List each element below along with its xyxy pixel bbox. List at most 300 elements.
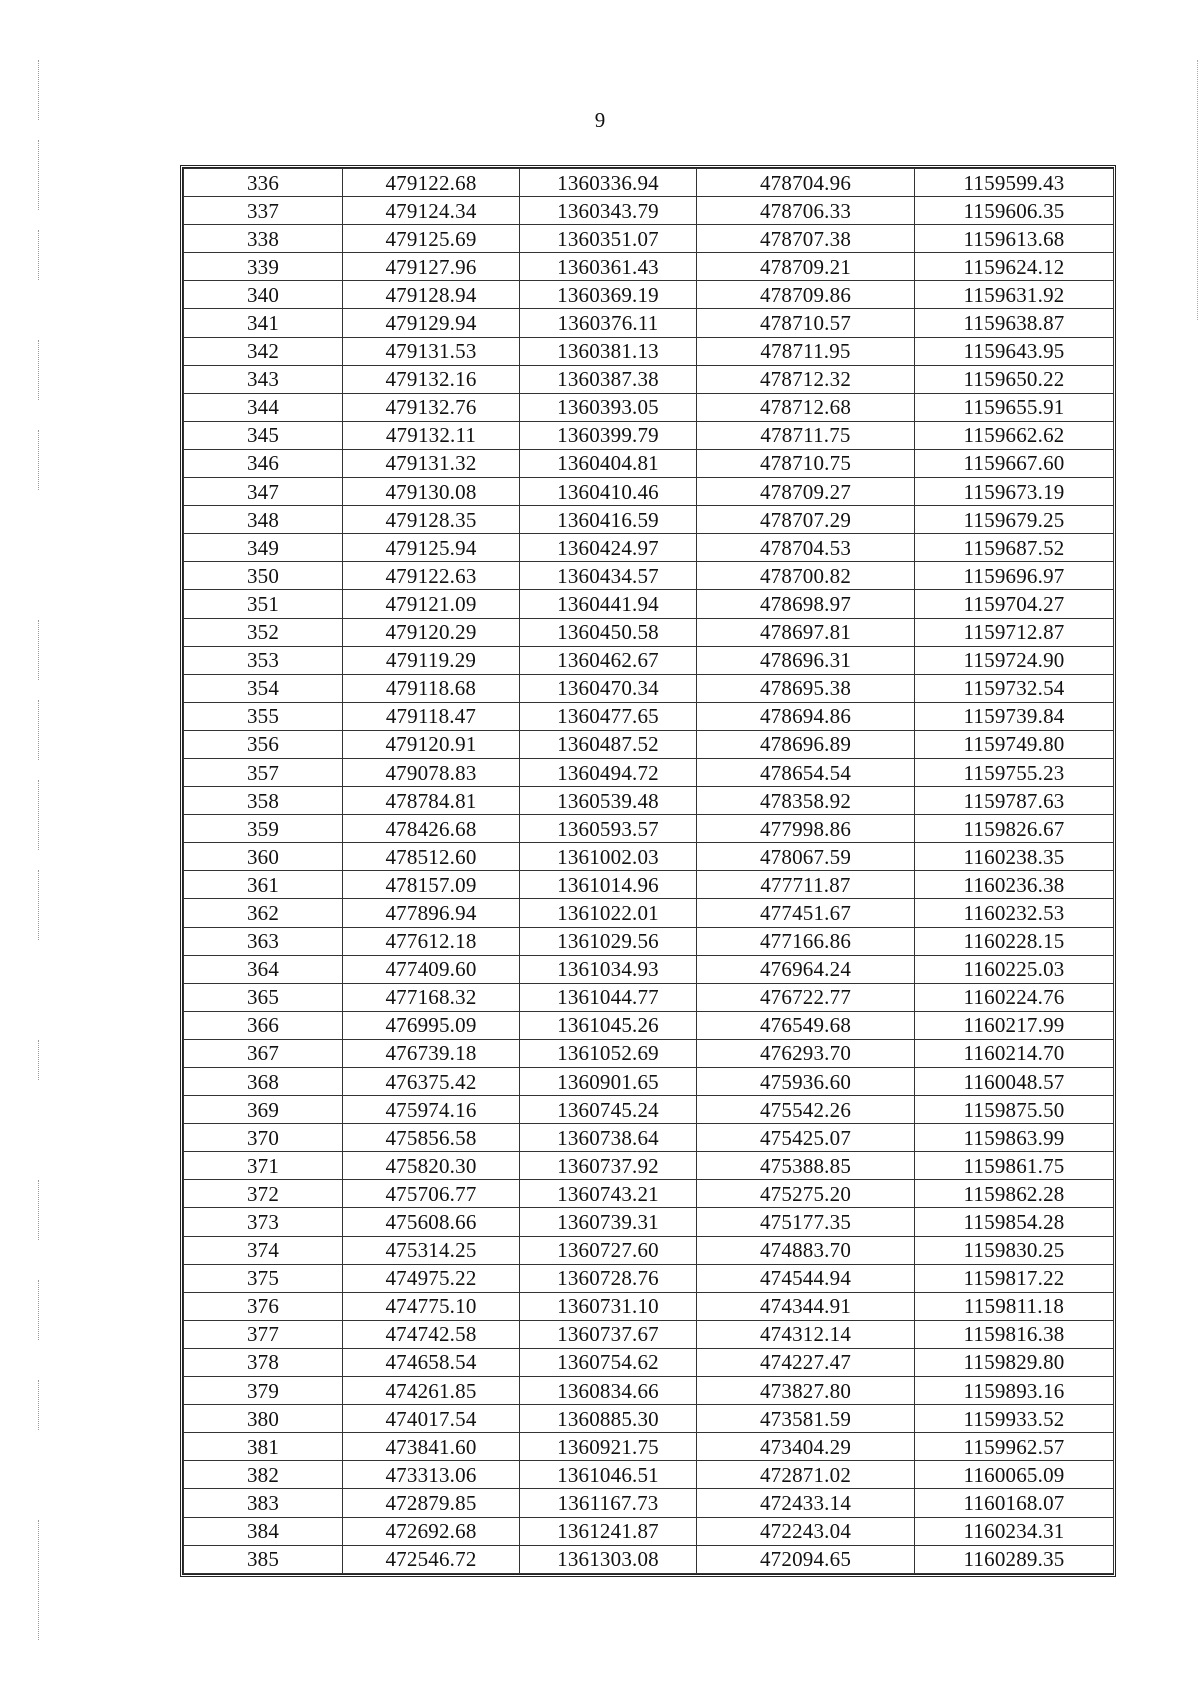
coordinate-x1-cell: 479118.68 (343, 674, 520, 702)
coordinate-x1-cell: 475706.77 (343, 1180, 520, 1208)
coordinate-y1-cell: 1360743.21 (520, 1180, 697, 1208)
table-row (184, 1096, 1114, 1124)
coordinate-x1-cell: 479125.69 (343, 225, 520, 253)
page-number: 9 (594, 108, 606, 132)
table-row (184, 702, 1114, 730)
coordinate-y2-cell: 1159739.84 (915, 702, 1114, 730)
coordinate-y2-cell: 1159933.52 (915, 1405, 1114, 1433)
coordinate-x1-cell: 479128.94 (343, 281, 520, 309)
point-number-cell: 377 (184, 1320, 343, 1348)
coordinate-x1-cell: 479132.16 (343, 365, 520, 393)
coordinate-y1-cell: 1360387.38 (520, 365, 697, 393)
coordinate-x2-cell: 476549.68 (697, 1011, 915, 1039)
coordinate-y1-cell: 1361241.87 (520, 1517, 697, 1545)
coordinate-x1-cell: 479121.09 (343, 590, 520, 618)
coordinate-y1-cell: 1360737.92 (520, 1152, 697, 1180)
coordinate-x1-cell: 479122.63 (343, 562, 520, 590)
table-row (184, 1545, 1114, 1573)
coordinate-x1-cell: 478512.60 (343, 843, 520, 871)
table-row (184, 1489, 1114, 1517)
coordinate-y1-cell: 1361034.93 (520, 955, 697, 983)
point-number-cell: 371 (184, 1152, 343, 1180)
coordinate-y1-cell: 1360901.65 (520, 1068, 697, 1096)
table-row (184, 1517, 1114, 1545)
coordinate-y1-cell: 1360745.24 (520, 1096, 697, 1124)
table-row (184, 871, 1114, 899)
point-number-cell: 349 (184, 534, 343, 562)
coordinate-x1-cell: 475856.58 (343, 1124, 520, 1152)
coordinate-y1-cell: 1360593.57 (520, 815, 697, 843)
coordinate-y1-cell: 1360393.05 (520, 393, 697, 421)
point-number-cell: 361 (184, 871, 343, 899)
point-number-cell: 344 (184, 393, 343, 421)
table-row (184, 983, 1114, 1011)
table-row (184, 225, 1114, 253)
coordinate-x2-cell: 478712.32 (697, 365, 915, 393)
coordinate-x2-cell: 478707.29 (697, 506, 915, 534)
scan-edge-mark-right (1197, 60, 1198, 320)
coordinate-x1-cell: 475820.30 (343, 1152, 520, 1180)
coordinate-y1-cell: 1360731.10 (520, 1292, 697, 1320)
point-number-cell: 358 (184, 787, 343, 815)
coordinate-x2-cell: 474312.14 (697, 1320, 915, 1348)
table-row (184, 197, 1114, 225)
coordinate-x2-cell: 478709.21 (697, 253, 915, 281)
coordinate-x2-cell: 477998.86 (697, 815, 915, 843)
coordinate-x2-cell: 478654.54 (697, 758, 915, 786)
coordinate-x2-cell: 478704.96 (697, 169, 915, 197)
coordinate-y1-cell: 1360738.64 (520, 1124, 697, 1152)
point-number-cell: 384 (184, 1517, 343, 1545)
coordinate-x2-cell: 477451.67 (697, 899, 915, 927)
coordinate-y1-cell: 1361303.08 (520, 1545, 697, 1573)
coordinate-y2-cell: 1159667.60 (915, 449, 1114, 477)
coordinate-y1-cell: 1360434.57 (520, 562, 697, 590)
coordinate-y2-cell: 1159862.28 (915, 1180, 1114, 1208)
coordinate-x2-cell: 476964.24 (697, 955, 915, 983)
point-number-cell: 348 (184, 506, 343, 534)
coordinate-y1-cell: 1361046.51 (520, 1461, 697, 1489)
table-row (184, 955, 1114, 983)
coordinate-y1-cell: 1360727.60 (520, 1236, 697, 1264)
table-row (184, 843, 1114, 871)
coordinate-y2-cell: 1160289.35 (915, 1545, 1114, 1573)
coordinate-y1-cell: 1360494.72 (520, 758, 697, 786)
coordinate-x1-cell: 474975.22 (343, 1264, 520, 1292)
point-number-cell: 339 (184, 253, 343, 281)
table-row (184, 1433, 1114, 1461)
coordinate-y1-cell: 1360351.07 (520, 225, 697, 253)
point-number-cell: 336 (184, 169, 343, 197)
coordinate-y1-cell: 1360487.52 (520, 730, 697, 758)
coordinate-x1-cell: 474261.85 (343, 1377, 520, 1405)
coordinate-x1-cell: 476995.09 (343, 1011, 520, 1039)
point-number-cell: 338 (184, 225, 343, 253)
coordinate-y2-cell: 1159712.87 (915, 618, 1114, 646)
coordinate-x1-cell: 474658.54 (343, 1348, 520, 1376)
coordinate-y1-cell: 1360834.66 (520, 1377, 697, 1405)
coordinate-y1-cell: 1361167.73 (520, 1489, 697, 1517)
coordinate-y1-cell: 1360885.30 (520, 1405, 697, 1433)
coordinate-y2-cell: 1159687.52 (915, 534, 1114, 562)
coordinate-y1-cell: 1360728.76 (520, 1264, 697, 1292)
point-number-cell: 368 (184, 1068, 343, 1096)
point-number-cell: 363 (184, 927, 343, 955)
coordinate-x2-cell: 478706.33 (697, 197, 915, 225)
table-row (184, 899, 1114, 927)
coordinate-x2-cell: 477711.87 (697, 871, 915, 899)
coordinate-y2-cell: 1159830.25 (915, 1236, 1114, 1264)
coordinate-x2-cell: 478709.27 (697, 478, 915, 506)
coordinate-x2-cell: 476722.77 (697, 983, 915, 1011)
coordinate-x1-cell: 473841.60 (343, 1433, 520, 1461)
coordinate-y1-cell: 1361029.56 (520, 927, 697, 955)
table-row (184, 1320, 1114, 1348)
table-body (184, 169, 1114, 1574)
point-number-cell: 365 (184, 983, 343, 1011)
coordinate-x2-cell: 477166.86 (697, 927, 915, 955)
coordinate-x2-cell: 473404.29 (697, 1433, 915, 1461)
coordinate-y2-cell: 1159811.18 (915, 1292, 1114, 1320)
coordinate-y1-cell: 1360343.79 (520, 197, 697, 225)
point-number-cell: 380 (184, 1405, 343, 1433)
coordinate-x1-cell: 479118.47 (343, 702, 520, 730)
coordinate-x1-cell: 477896.94 (343, 899, 520, 927)
coordinate-x1-cell: 477409.60 (343, 955, 520, 983)
coordinate-x1-cell: 479120.91 (343, 730, 520, 758)
coordinate-y1-cell: 1360539.48 (520, 787, 697, 815)
coordinate-y1-cell: 1360754.62 (520, 1348, 697, 1376)
point-number-cell: 360 (184, 843, 343, 871)
table-row (184, 927, 1114, 955)
coordinate-y2-cell: 1159854.28 (915, 1208, 1114, 1236)
table-row (184, 1264, 1114, 1292)
table-row (184, 730, 1114, 758)
coordinate-x2-cell: 475936.60 (697, 1068, 915, 1096)
table-row (184, 1152, 1114, 1180)
coordinate-x2-cell: 474544.94 (697, 1264, 915, 1292)
coordinate-x2-cell: 476293.70 (697, 1039, 915, 1067)
point-number-cell: 367 (184, 1039, 343, 1067)
point-number-cell: 370 (184, 1124, 343, 1152)
coordinate-x2-cell: 472243.04 (697, 1517, 915, 1545)
point-number-cell: 359 (184, 815, 343, 843)
table-row (184, 169, 1114, 197)
coordinate-x1-cell: 476375.42 (343, 1068, 520, 1096)
table-row (184, 646, 1114, 674)
coordinate-y1-cell: 1360399.79 (520, 421, 697, 449)
table-row (184, 1208, 1114, 1236)
coordinate-x2-cell: 478697.81 (697, 618, 915, 646)
coordinate-y2-cell: 1160238.35 (915, 843, 1114, 871)
coordinate-x2-cell: 472433.14 (697, 1489, 915, 1517)
coordinate-y2-cell: 1159624.12 (915, 253, 1114, 281)
coordinate-x1-cell: 478784.81 (343, 787, 520, 815)
coordinate-table (183, 168, 1114, 1574)
table-row (184, 337, 1114, 365)
table-row (184, 253, 1114, 281)
coordinate-y1-cell: 1360462.67 (520, 646, 697, 674)
coordinate-x2-cell: 478695.38 (697, 674, 915, 702)
coordinate-y2-cell: 1159893.16 (915, 1377, 1114, 1405)
coordinate-y1-cell: 1361044.77 (520, 983, 697, 1011)
coordinate-x2-cell: 478707.38 (697, 225, 915, 253)
coordinate-x1-cell: 475314.25 (343, 1236, 520, 1264)
coordinate-y1-cell: 1361014.96 (520, 871, 697, 899)
coordinate-x2-cell: 474344.91 (697, 1292, 915, 1320)
point-number-cell: 341 (184, 309, 343, 337)
coordinate-x1-cell: 475608.66 (343, 1208, 520, 1236)
table-row (184, 1292, 1114, 1320)
point-number-cell: 340 (184, 281, 343, 309)
coordinate-y1-cell: 1360369.19 (520, 281, 697, 309)
coordinate-y2-cell: 1160225.03 (915, 955, 1114, 983)
point-number-cell: 342 (184, 337, 343, 365)
point-number-cell: 347 (184, 478, 343, 506)
coordinate-y2-cell: 1160228.15 (915, 927, 1114, 955)
coordinate-y2-cell: 1159662.62 (915, 421, 1114, 449)
point-number-cell: 350 (184, 562, 343, 590)
coordinate-x1-cell: 479132.11 (343, 421, 520, 449)
coordinate-x1-cell: 475974.16 (343, 1096, 520, 1124)
point-number-cell: 375 (184, 1264, 343, 1292)
coordinate-x1-cell: 479122.68 (343, 169, 520, 197)
coordinate-y2-cell: 1159863.99 (915, 1124, 1114, 1152)
table-row (184, 449, 1114, 477)
point-number-cell: 337 (184, 197, 343, 225)
point-number-cell: 385 (184, 1545, 343, 1573)
coordinate-y2-cell: 1159829.80 (915, 1348, 1114, 1376)
point-number-cell: 351 (184, 590, 343, 618)
point-number-cell: 373 (184, 1208, 343, 1236)
coordinate-y2-cell: 1159638.87 (915, 309, 1114, 337)
coordinate-x1-cell: 479129.94 (343, 309, 520, 337)
point-number-cell: 378 (184, 1348, 343, 1376)
scan-edge-marks (38, 40, 68, 1660)
coordinate-x1-cell: 479120.29 (343, 618, 520, 646)
table-row (184, 1348, 1114, 1376)
coordinate-x2-cell: 475388.85 (697, 1152, 915, 1180)
coordinate-y1-cell: 1361052.69 (520, 1039, 697, 1067)
table-row (184, 534, 1114, 562)
coordinate-y1-cell: 1360381.13 (520, 337, 697, 365)
coordinate-y2-cell: 1159724.90 (915, 646, 1114, 674)
table-row (184, 365, 1114, 393)
coordinate-y1-cell: 1360376.11 (520, 309, 697, 337)
coordinate-x1-cell: 472692.68 (343, 1517, 520, 1545)
coordinate-x1-cell: 479119.29 (343, 646, 520, 674)
coordinate-y1-cell: 1361045.26 (520, 1011, 697, 1039)
coordinate-y2-cell: 1160048.57 (915, 1068, 1114, 1096)
table-row (184, 309, 1114, 337)
coordinate-y2-cell: 1159962.57 (915, 1433, 1114, 1461)
coordinate-y2-cell: 1159650.22 (915, 365, 1114, 393)
table-row (184, 590, 1114, 618)
point-number-cell: 374 (184, 1236, 343, 1264)
coordinate-y1-cell: 1360450.58 (520, 618, 697, 646)
point-number-cell: 353 (184, 646, 343, 674)
point-number-cell: 369 (184, 1096, 343, 1124)
coordinate-x1-cell: 476739.18 (343, 1039, 520, 1067)
table-row (184, 815, 1114, 843)
coordinate-x1-cell: 479127.96 (343, 253, 520, 281)
coordinate-y1-cell: 1360361.43 (520, 253, 697, 281)
coordinate-x1-cell: 474742.58 (343, 1320, 520, 1348)
coordinate-x2-cell: 478711.75 (697, 421, 915, 449)
coordinate-x1-cell: 479125.94 (343, 534, 520, 562)
coordinate-x1-cell: 479078.83 (343, 758, 520, 786)
point-number-cell: 381 (184, 1433, 343, 1461)
coordinate-x1-cell: 477168.32 (343, 983, 520, 1011)
coordinate-y1-cell: 1360739.31 (520, 1208, 697, 1236)
point-number-cell: 356 (184, 730, 343, 758)
table-row (184, 1039, 1114, 1067)
coordinate-x2-cell: 478712.68 (697, 393, 915, 421)
coordinate-x2-cell: 474883.70 (697, 1236, 915, 1264)
coordinate-y2-cell: 1159749.80 (915, 730, 1114, 758)
point-number-cell: 383 (184, 1489, 343, 1517)
coordinate-y1-cell: 1360404.81 (520, 449, 697, 477)
point-number-cell: 352 (184, 618, 343, 646)
coordinate-y2-cell: 1159643.95 (915, 337, 1114, 365)
coordinate-y2-cell: 1159826.67 (915, 815, 1114, 843)
table-row (184, 506, 1114, 534)
point-number-cell: 345 (184, 421, 343, 449)
coordinate-x1-cell: 474775.10 (343, 1292, 520, 1320)
coordinate-x2-cell: 475177.35 (697, 1208, 915, 1236)
coordinate-x2-cell: 478704.53 (697, 534, 915, 562)
coordinate-y2-cell: 1160168.07 (915, 1489, 1114, 1517)
table-row (184, 1124, 1114, 1152)
coordinate-y1-cell: 1360921.75 (520, 1433, 697, 1461)
table-row (184, 478, 1114, 506)
coordinate-y2-cell: 1159679.25 (915, 506, 1114, 534)
coordinate-x2-cell: 472094.65 (697, 1545, 915, 1573)
coordinate-y1-cell: 1360424.97 (520, 534, 697, 562)
coordinate-y2-cell: 1160236.38 (915, 871, 1114, 899)
coordinate-table-frame (180, 165, 1116, 1577)
table-row (184, 1180, 1114, 1208)
point-number-cell: 354 (184, 674, 343, 702)
coordinate-x2-cell: 472871.02 (697, 1461, 915, 1489)
coordinate-x2-cell: 474227.47 (697, 1348, 915, 1376)
coordinate-y2-cell: 1159755.23 (915, 758, 1114, 786)
coordinate-y1-cell: 1360416.59 (520, 506, 697, 534)
table-row (184, 1011, 1114, 1039)
coordinate-y2-cell: 1159655.91 (915, 393, 1114, 421)
coordinate-x1-cell: 474017.54 (343, 1405, 520, 1433)
coordinate-x2-cell: 478700.82 (697, 562, 915, 590)
coordinate-y2-cell: 1160214.70 (915, 1039, 1114, 1067)
table-row (184, 1461, 1114, 1489)
point-number-cell: 355 (184, 702, 343, 730)
coordinate-x2-cell: 478710.57 (697, 309, 915, 337)
coordinate-x1-cell: 472879.85 (343, 1489, 520, 1517)
coordinate-x2-cell: 478710.75 (697, 449, 915, 477)
coordinate-x2-cell: 478694.86 (697, 702, 915, 730)
table-row (184, 674, 1114, 702)
coordinate-y1-cell: 1360470.34 (520, 674, 697, 702)
coordinate-x1-cell: 477612.18 (343, 927, 520, 955)
coordinate-x2-cell: 478696.89 (697, 730, 915, 758)
table-row (184, 1068, 1114, 1096)
coordinate-y1-cell: 1361002.03 (520, 843, 697, 871)
coordinate-y1-cell: 1360477.65 (520, 702, 697, 730)
coordinate-x2-cell: 475542.26 (697, 1096, 915, 1124)
coordinate-y2-cell: 1159817.22 (915, 1264, 1114, 1292)
coordinate-y2-cell: 1159875.50 (915, 1096, 1114, 1124)
coordinate-y1-cell: 1360441.94 (520, 590, 697, 618)
table-row (184, 393, 1114, 421)
coordinate-y2-cell: 1159732.54 (915, 674, 1114, 702)
coordinate-y1-cell: 1360336.94 (520, 169, 697, 197)
point-number-cell: 372 (184, 1180, 343, 1208)
coordinate-x1-cell: 479132.76 (343, 393, 520, 421)
table-row (184, 281, 1114, 309)
coordinate-y2-cell: 1160234.31 (915, 1517, 1114, 1545)
table-row (184, 1236, 1114, 1264)
coordinate-y2-cell: 1159704.27 (915, 590, 1114, 618)
point-number-cell: 379 (184, 1377, 343, 1405)
coordinate-x2-cell: 478698.97 (697, 590, 915, 618)
coordinate-x1-cell: 479131.32 (343, 449, 520, 477)
coordinate-y1-cell: 1360410.46 (520, 478, 697, 506)
coordinate-x1-cell: 478157.09 (343, 871, 520, 899)
coordinate-x2-cell: 473581.59 (697, 1405, 915, 1433)
coordinate-x1-cell: 473313.06 (343, 1461, 520, 1489)
coordinate-x1-cell: 479131.53 (343, 337, 520, 365)
table-row (184, 618, 1114, 646)
coordinate-x1-cell: 479124.34 (343, 197, 520, 225)
table-row (184, 421, 1114, 449)
coordinate-y2-cell: 1160224.76 (915, 983, 1114, 1011)
point-number-cell: 364 (184, 955, 343, 983)
coordinate-x1-cell: 479130.08 (343, 478, 520, 506)
coordinate-y1-cell: 1360737.67 (520, 1320, 697, 1348)
coordinate-y1-cell: 1361022.01 (520, 899, 697, 927)
coordinate-x1-cell: 472546.72 (343, 1545, 520, 1573)
coordinate-y2-cell: 1159606.35 (915, 197, 1114, 225)
coordinate-y2-cell: 1159787.63 (915, 787, 1114, 815)
table-row (184, 562, 1114, 590)
table-row (184, 1377, 1114, 1405)
coordinate-x1-cell: 479128.35 (343, 506, 520, 534)
coordinate-x2-cell: 478711.95 (697, 337, 915, 365)
coordinate-x1-cell: 478426.68 (343, 815, 520, 843)
coordinate-x2-cell: 478696.31 (697, 646, 915, 674)
table-row (184, 787, 1114, 815)
coordinate-y2-cell: 1159599.43 (915, 169, 1114, 197)
coordinate-x2-cell: 473827.80 (697, 1377, 915, 1405)
coordinate-y2-cell: 1160065.09 (915, 1461, 1114, 1489)
point-number-cell: 382 (184, 1461, 343, 1489)
point-number-cell: 343 (184, 365, 343, 393)
table-row (184, 758, 1114, 786)
coordinate-y2-cell: 1159861.75 (915, 1152, 1114, 1180)
point-number-cell: 376 (184, 1292, 343, 1320)
point-number-cell: 357 (184, 758, 343, 786)
coordinate-x2-cell: 478358.92 (697, 787, 915, 815)
coordinate-y2-cell: 1159613.68 (915, 225, 1114, 253)
coordinate-y2-cell: 1160232.53 (915, 899, 1114, 927)
coordinate-x2-cell: 475425.07 (697, 1124, 915, 1152)
point-number-cell: 362 (184, 899, 343, 927)
coordinate-y2-cell: 1160217.99 (915, 1011, 1114, 1039)
point-number-cell: 366 (184, 1011, 343, 1039)
table-row (184, 1405, 1114, 1433)
coordinate-y2-cell: 1159631.92 (915, 281, 1114, 309)
point-number-cell: 346 (184, 449, 343, 477)
